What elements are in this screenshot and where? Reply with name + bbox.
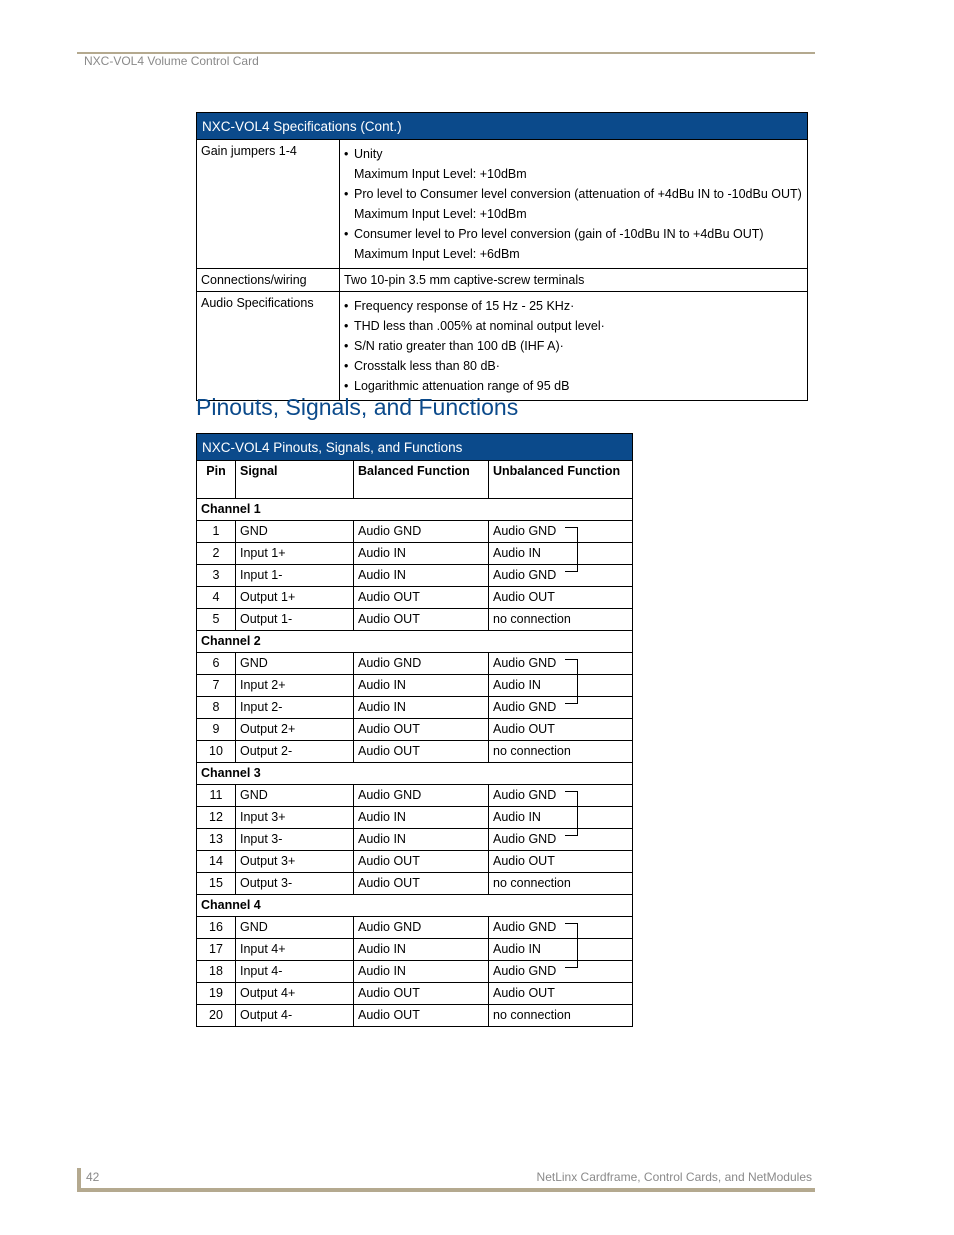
- balanced-cell: [354, 829, 489, 851]
- channel-row: [197, 763, 633, 785]
- balanced-cell: [354, 653, 489, 675]
- signal-cell-text: Output 4-: [240, 1008, 293, 1022]
- unbalanced-cell-text: Audio GND: [493, 920, 557, 934]
- balanced-cell-text: Audio IN: [358, 832, 406, 846]
- pin-number: [197, 983, 236, 1005]
- signal-cell-text: Input 2-: [240, 700, 283, 714]
- pin-number-text: 7: [212, 678, 220, 692]
- balanced-cell: [354, 939, 489, 961]
- signal-cell: [236, 807, 354, 829]
- signal-cell-text: GND: [240, 656, 268, 670]
- balanced-cell-text: Audio OUT: [358, 722, 420, 736]
- pin-number: [197, 961, 236, 983]
- bullet-item: • Crosstalk less than 80 dB·: [344, 356, 803, 376]
- unbalanced-cell: [489, 521, 633, 543]
- pin-number: [197, 565, 236, 587]
- signal-cell-text: Input 4-: [240, 964, 283, 978]
- signal-cell: [236, 785, 354, 807]
- footer-title: NetLinx Cardframe, Control Cards, and NetModules: [536, 1170, 812, 1184]
- bullet-subtext: Maximum Input Level: +6dBm: [354, 247, 520, 261]
- channel-heading: Channel 2: [197, 631, 633, 653]
- table-row: [197, 675, 633, 697]
- pin-number: [197, 741, 236, 763]
- signal-cell: [236, 609, 354, 631]
- signal-cell-text: Input 2+: [240, 678, 286, 692]
- balanced-cell: [354, 521, 489, 543]
- unbalanced-cell-text: Audio GND: [493, 524, 557, 538]
- signal-cell: [236, 961, 354, 983]
- pin-number-text: 16: [209, 920, 223, 934]
- pin-number-text: 13: [209, 832, 223, 846]
- unbalanced-cell: [489, 741, 633, 763]
- unbalanced-cell-text: Audio GND: [493, 964, 557, 978]
- balanced-cell: [354, 587, 489, 609]
- page-number: 42: [86, 1170, 100, 1184]
- bullet-item: • Logarithmic attenuation range of 95 dB: [344, 376, 803, 396]
- bullet-item: • THD less than .005% at nominal output level·: [344, 316, 803, 336]
- table-row: [197, 653, 633, 675]
- pin-number: [197, 653, 236, 675]
- pin-number: [197, 939, 236, 961]
- balanced-cell-text: Audio GND: [358, 524, 422, 538]
- signal-cell: [236, 873, 354, 895]
- unbalanced-cell-text: Audio IN: [493, 678, 541, 692]
- signal-cell-text: Input 4+: [240, 942, 286, 956]
- footer-rule: [77, 1188, 815, 1192]
- signal-cell: [236, 741, 354, 763]
- balanced-cell-text: Audio OUT: [358, 612, 420, 626]
- unbalanced-cell: [489, 983, 633, 1005]
- spec-label: Gain jumpers 1-4: [197, 140, 340, 269]
- pin-number: [197, 851, 236, 873]
- unbalanced-cell: [489, 939, 633, 961]
- table-row: [197, 292, 808, 401]
- table-row: [197, 807, 633, 829]
- signal-cell-text: GND: [240, 920, 268, 934]
- spec-value: Two 10-pin 3.5 mm captive-screw terminals: [340, 269, 808, 292]
- balanced-cell: [354, 785, 489, 807]
- table-row: [197, 873, 633, 895]
- column-header-signal: Signal: [236, 461, 354, 499]
- pin-number: [197, 829, 236, 851]
- column-header-balanced: Balanced Function: [354, 461, 489, 499]
- pin-number-text: 1: [212, 524, 220, 538]
- signal-cell-text: Output 1-: [240, 612, 293, 626]
- table-row: [197, 1005, 633, 1027]
- balanced-cell-text: Audio IN: [358, 942, 406, 956]
- signal-cell-text: GND: [240, 788, 268, 802]
- bullet-item: • S/N ratio greater than 100 dB (IHF A)·: [344, 336, 803, 356]
- unbalanced-cell: [489, 917, 633, 939]
- table-row: [197, 983, 633, 1005]
- balanced-cell-text: Audio IN: [358, 700, 406, 714]
- balanced-cell-text: Audio GND: [358, 920, 422, 934]
- table-row: [197, 917, 633, 939]
- pin-number: [197, 785, 236, 807]
- pin-number-text: 5: [212, 612, 220, 626]
- balanced-cell-text: Audio GND: [358, 788, 422, 802]
- column-header-row: [197, 461, 633, 499]
- balanced-cell-text: Audio IN: [358, 964, 406, 978]
- pin-number-text: 6: [212, 656, 220, 670]
- pin-number: [197, 543, 236, 565]
- unbalanced-cell-text: Audio IN: [493, 546, 541, 560]
- table-row: [197, 961, 633, 983]
- balanced-cell-text: Audio IN: [358, 678, 406, 692]
- pin-number-text: 17: [209, 942, 223, 956]
- signal-cell: [236, 939, 354, 961]
- table-row: [197, 851, 633, 873]
- signal-cell-text: Input 3+: [240, 810, 286, 824]
- unbalanced-cell: [489, 873, 633, 895]
- signal-cell: [236, 697, 354, 719]
- balanced-cell: [354, 741, 489, 763]
- signal-cell-text: Output 2-: [240, 744, 293, 758]
- signal-cell: [236, 917, 354, 939]
- unbalanced-cell-text: no connection: [493, 876, 571, 890]
- unbalanced-cell-text: Audio IN: [493, 810, 541, 824]
- pin-number-text: 10: [209, 744, 223, 758]
- unbalanced-cell-text: Audio GND: [493, 700, 557, 714]
- signal-cell-text: Input 1+: [240, 546, 286, 560]
- signal-cell-text: Output 3+: [240, 854, 296, 868]
- pin-number-text: 2: [212, 546, 220, 560]
- table-row: [197, 719, 633, 741]
- signal-cell: [236, 719, 354, 741]
- balanced-cell-text: Audio OUT: [358, 1008, 420, 1022]
- running-header: NXC-VOL4 Volume Control Card: [84, 54, 259, 68]
- column-header-unbalanced: Unbalanced Function: [489, 461, 633, 499]
- pin-number: [197, 587, 236, 609]
- table-row: [197, 697, 633, 719]
- pin-number: [197, 719, 236, 741]
- unbalanced-cell-text: Audio GND: [493, 788, 557, 802]
- unbalanced-cell: [489, 587, 633, 609]
- signal-cell: [236, 521, 354, 543]
- pin-number: [197, 609, 236, 631]
- balanced-cell-text: Audio GND: [358, 656, 422, 670]
- spec-value: [340, 292, 808, 401]
- table-row: [197, 543, 633, 565]
- table-row: [197, 741, 633, 763]
- unbalanced-cell-text: Audio GND: [493, 656, 557, 670]
- balanced-cell-text: Audio IN: [358, 810, 406, 824]
- table-row: [197, 785, 633, 807]
- unbalanced-cell-text: Audio OUT: [493, 986, 555, 1000]
- bullet-subtext: Maximum Input Level: +10dBm: [354, 167, 527, 181]
- channel-row: [197, 895, 633, 917]
- signal-cell-text: Output 3-: [240, 876, 293, 890]
- signal-cell-text: Output 4+: [240, 986, 296, 1000]
- balanced-cell: [354, 609, 489, 631]
- table-row: [197, 565, 633, 587]
- balanced-cell: [354, 565, 489, 587]
- balanced-cell-text: Audio OUT: [358, 854, 420, 868]
- spec-table-title: NXC-VOL4 Specifications (Cont.): [197, 113, 808, 140]
- spec-label: Connections/wiring: [197, 269, 340, 292]
- balanced-cell: [354, 675, 489, 697]
- table-row: [197, 829, 633, 851]
- unbalanced-cell-text: Audio IN: [493, 942, 541, 956]
- unbalanced-cell-text: Audio OUT: [493, 854, 555, 868]
- signal-cell: [236, 565, 354, 587]
- column-header-pin: Pin: [197, 461, 236, 499]
- signal-cell-text: Input 1-: [240, 568, 283, 582]
- unbalanced-cell: [489, 697, 633, 719]
- balanced-cell-text: Audio IN: [358, 546, 406, 560]
- unbalanced-cell: [489, 565, 633, 587]
- channel-row: [197, 631, 633, 653]
- balanced-cell: [354, 697, 489, 719]
- signal-cell-text: GND: [240, 524, 268, 538]
- balanced-cell: [354, 807, 489, 829]
- channel-heading: Channel 1: [197, 499, 633, 521]
- unbalanced-cell: [489, 785, 633, 807]
- unbalanced-cell: [489, 719, 633, 741]
- table-row: [197, 521, 633, 543]
- pin-number: [197, 873, 236, 895]
- bullet-item: • Consumer level to Pro level conversion (gain of -10dBu IN to +4dBu OUT): [344, 224, 803, 244]
- pin-number: [197, 697, 236, 719]
- pin-table-title: NXC-VOL4 Pinouts, Signals, and Functions: [197, 434, 633, 461]
- balanced-cell: [354, 719, 489, 741]
- unbalanced-cell-text: Audio GND: [493, 568, 557, 582]
- unbalanced-cell: [489, 961, 633, 983]
- table-row: [197, 140, 808, 269]
- channel-heading: Channel 3: [197, 763, 633, 785]
- signal-cell: [236, 1005, 354, 1027]
- unbalanced-cell: [489, 675, 633, 697]
- signal-cell: [236, 829, 354, 851]
- pin-number-text: 19: [209, 986, 223, 1000]
- signal-cell: [236, 653, 354, 675]
- balanced-cell: [354, 1005, 489, 1027]
- unbalanced-cell: [489, 851, 633, 873]
- pin-number: [197, 1005, 236, 1027]
- balanced-cell: [354, 983, 489, 1005]
- bullet-item: • Unity: [344, 144, 803, 164]
- signal-cell: [236, 675, 354, 697]
- pin-number: [197, 807, 236, 829]
- unbalanced-cell: [489, 543, 633, 565]
- balanced-cell: [354, 873, 489, 895]
- unbalanced-cell-text: no connection: [493, 612, 571, 626]
- pin-number-text: 3: [212, 568, 220, 582]
- table-row: [197, 939, 633, 961]
- pin-number-text: 18: [209, 964, 223, 978]
- bullet-item: • Pro level to Consumer level conversion (attenuation of +4dBu IN to -10dBu OUT): [344, 184, 803, 204]
- unbalanced-cell: [489, 653, 633, 675]
- balanced-cell: [354, 543, 489, 565]
- spec-label: Audio Specifications: [197, 292, 340, 401]
- spec-value: [340, 140, 808, 269]
- bullet-item: • Frequency response of 15 Hz - 25 KHz·: [344, 296, 803, 316]
- balanced-cell: [354, 961, 489, 983]
- unbalanced-cell-text: no connection: [493, 744, 571, 758]
- pinout-body: [197, 499, 633, 1027]
- pin-number-text: 12: [209, 810, 223, 824]
- pin-number: [197, 521, 236, 543]
- balanced-cell: [354, 851, 489, 873]
- channel-row: [197, 499, 633, 521]
- balanced-cell-text: Audio OUT: [358, 744, 420, 758]
- unbalanced-cell-text: Audio OUT: [493, 590, 555, 604]
- pin-number-text: 11: [209, 788, 223, 802]
- pin-number: [197, 917, 236, 939]
- unbalanced-cell-text: no connection: [493, 1008, 571, 1022]
- unbalanced-cell: [489, 829, 633, 851]
- unbalanced-cell: [489, 807, 633, 829]
- balanced-cell-text: Audio OUT: [358, 590, 420, 604]
- signal-cell-text: Output 2+: [240, 722, 296, 736]
- unbalanced-cell: [489, 1005, 633, 1027]
- table-row: [197, 587, 633, 609]
- balanced-cell-text: Audio IN: [358, 568, 406, 582]
- balanced-cell-text: Audio OUT: [358, 986, 420, 1000]
- signal-cell: [236, 543, 354, 565]
- pin-number-text: 4: [212, 590, 220, 604]
- signal-cell: [236, 851, 354, 873]
- pin-number-text: 20: [209, 1008, 223, 1022]
- signal-cell: [236, 587, 354, 609]
- unbalanced-cell: [489, 609, 633, 631]
- signal-cell-text: Input 3-: [240, 832, 283, 846]
- section-heading: Pinouts, Signals, and Functions: [196, 394, 519, 420]
- pinout-table: [196, 433, 633, 1027]
- signal-cell: [236, 983, 354, 1005]
- pin-number-text: 9: [212, 722, 220, 736]
- balanced-cell-text: Audio OUT: [358, 876, 420, 890]
- pin-number-text: 15: [209, 876, 223, 890]
- table-row: [197, 269, 808, 292]
- table-row: [197, 609, 633, 631]
- balanced-cell: [354, 917, 489, 939]
- unbalanced-cell-text: Audio OUT: [493, 722, 555, 736]
- signal-cell-text: Output 1+: [240, 590, 296, 604]
- pin-number: [197, 675, 236, 697]
- pin-number-text: 14: [209, 854, 223, 868]
- unbalanced-cell-text: Audio GND: [493, 832, 557, 846]
- channel-heading: Channel 4: [197, 895, 633, 917]
- pin-number-text: 8: [212, 700, 220, 714]
- specifications-table: [196, 112, 808, 401]
- bullet-subtext: Maximum Input Level: +10dBm: [354, 207, 527, 221]
